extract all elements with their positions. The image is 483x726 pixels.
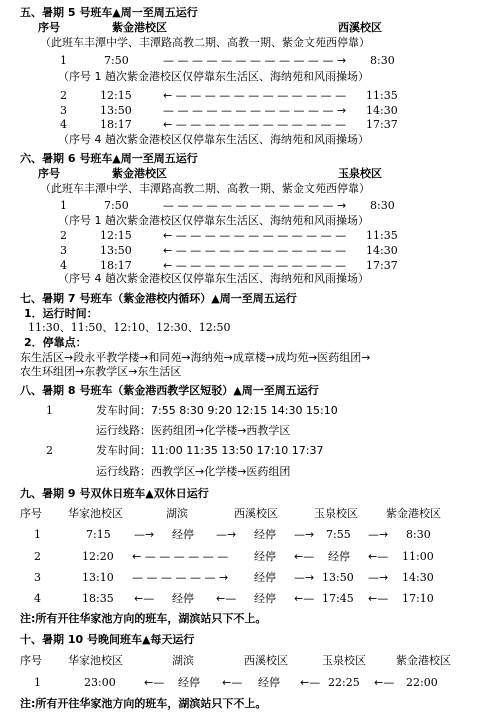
time-huajiachi: 23:00: [84, 676, 116, 689]
depart-time: 18:17: [100, 259, 132, 272]
header-hubin: 湖滨: [166, 507, 188, 520]
header-zijingang: 紫金港校区: [386, 507, 441, 520]
stops-line-1: 东生活区→段永平教学楼→和同苑→海纳苑→成章楼→成均苑→医药组团→: [20, 351, 371, 364]
direction-arrow: ←—: [144, 676, 165, 689]
direction-arrow: ←—: [368, 550, 389, 563]
direction-arrow: — — — — — — — — — — — — →: [163, 199, 347, 212]
stop-xixi: 经停: [258, 676, 280, 689]
header-no: 序号: [38, 21, 60, 34]
arrive-time: 8:30: [370, 54, 395, 67]
stop-xixi: 经停: [254, 592, 276, 605]
row-no: 1: [46, 404, 53, 417]
trip-note: （序号 4 趟次紫金港校区仅停靠东生活区、海纳苑和风雨操场）: [58, 272, 369, 285]
arrive-time: 14:30: [366, 104, 398, 117]
section-9-title: 九、暑期 9 号双休日班车▲双休日运行: [20, 487, 209, 500]
trip-note: （序号 1 趟次紫金港校区仅停靠东生活区、海纳苑和风雨操场）: [58, 70, 369, 83]
time-zijingang: 8:30: [406, 528, 431, 541]
stop-hubin: 经停: [178, 676, 200, 689]
arrive-time: 8:30: [370, 199, 395, 212]
time-huajiachi: 13:10: [82, 571, 114, 584]
direction-arrow: —→: [294, 571, 315, 584]
time-zijingang: 14:30: [402, 571, 434, 584]
direction-arrow: ←—: [294, 592, 315, 605]
stops-line-2: 农生环组团→东教学区→东生活区: [20, 365, 182, 378]
header-no: 序号: [20, 507, 42, 520]
section-6-title: 六、暑期 6 号班车▲周一至周五运行: [20, 152, 198, 165]
header-no: 序号: [38, 167, 60, 180]
arrive-time: 11:35: [366, 229, 398, 242]
header-yuquan: 玉泉校区: [322, 654, 366, 667]
direction-arrow: —→: [134, 528, 155, 541]
header-xixi: 西溪校区: [234, 507, 278, 520]
depart-time: 12:15: [100, 89, 132, 102]
arrive-time: 11:35: [366, 89, 398, 102]
row-no: 1: [34, 676, 41, 689]
run-times: 11:30、11:50、12:10、12:30、12:50: [28, 321, 231, 334]
direction-arrow: — — — — — — →: [132, 571, 229, 584]
direction-arrow: ← — — — — — — — — — — — —: [163, 259, 347, 272]
stop-xixi: 经停: [254, 528, 276, 541]
row-no: 4: [60, 259, 67, 272]
depart-time: 7:50: [104, 54, 129, 67]
trip-note: （序号 4 趟次紫金港校区仅停靠东生活区、海纳苑和风雨操场）: [58, 133, 369, 146]
row-no: 4: [34, 592, 41, 605]
time-yuquan: 17:45: [322, 592, 354, 605]
header-hubin: 湖滨: [172, 654, 194, 667]
departure-times: 发车时间：7:55 8:30 9:20 12:15 14:30 15:10: [96, 404, 338, 417]
time-yuquan: 22:25: [328, 676, 360, 689]
time-yuquan: 7:55: [326, 528, 351, 541]
row-no: 1: [34, 528, 41, 541]
direction-arrow: ←—: [368, 592, 389, 605]
direction-arrow: ← — — — — — — — — — — — —: [163, 118, 347, 131]
row-no: 3: [60, 244, 67, 257]
row-no: 2: [46, 444, 53, 457]
header-to: 玉泉校区: [338, 167, 382, 180]
row-no: 1: [60, 199, 67, 212]
depart-time: 12:15: [100, 229, 132, 242]
arrive-time: 17:37: [366, 118, 398, 131]
direction-arrow: ← — — — — — —: [132, 550, 229, 563]
direction-arrow: ←—: [222, 676, 243, 689]
row-no: 1: [60, 54, 67, 67]
direction-arrow: ←—: [216, 592, 237, 605]
direction-arrow: ← — — — — — — — — — — — —: [163, 89, 347, 102]
stop-note: （此班车丰潭中学、丰潭路高教二期、高教一期、紫金文苑西停靠）: [40, 36, 370, 49]
header-no: 序号: [20, 654, 42, 667]
departure-times: 发车时间：11:00 11:35 13:50 17:10 17:37: [96, 444, 324, 457]
route: 运行线路：西教学区→化学楼→医药组团: [96, 465, 291, 478]
section-5-title: 五、暑期 5 号班车▲周一至周五运行: [20, 6, 198, 19]
row-no: 3: [60, 104, 67, 117]
row-no: 3: [34, 571, 41, 584]
depart-time: 18:17: [100, 118, 132, 131]
direction-arrow: —→: [368, 528, 389, 541]
section-8-title: 八、暑期 8 号班车（紫金港西教学区短驳）▲周一至周五运行: [20, 384, 319, 397]
section-9-note: 注:所有开往华家池方向的班车，湖滨站只下不上。: [20, 612, 267, 625]
depart-time: 7:50: [104, 199, 129, 212]
arrive-time: 17:37: [366, 259, 398, 272]
header-yuquan: 玉泉校区: [314, 507, 358, 520]
direction-arrow: ←—: [300, 676, 321, 689]
time-zijingang: 17:10: [402, 592, 434, 605]
stop-yuquan: 经停: [328, 550, 350, 563]
time-zijingang: 22:00: [406, 676, 438, 689]
stop-hubin: 经停: [172, 528, 194, 541]
direction-arrow: —→: [216, 528, 237, 541]
stop-note: （此班车丰潭中学、丰潭路高教二期、高教一期、紫金文苑西停靠）: [40, 182, 370, 195]
header-xixi: 西溪校区: [244, 654, 288, 667]
time-yuquan: 13:50: [322, 571, 354, 584]
row-no: 2: [60, 89, 67, 102]
stops-label: 2．停靠点：: [24, 336, 87, 349]
route: 运行线路：医药组团→化学楼→西教学区: [96, 424, 291, 437]
time-zijingang: 11:00: [402, 550, 434, 563]
section-7-title: 七、暑期 7 号班车（紫金港校内循环）▲周一至周五运行: [20, 292, 297, 305]
direction-arrow: ←—: [134, 592, 155, 605]
row-no: 2: [34, 550, 41, 563]
direction-arrow: — — — — — — — — — — — — →: [163, 54, 347, 67]
row-no: 4: [60, 118, 67, 131]
run-time-label: 1．运行时间：: [24, 307, 98, 320]
time-huajiachi: 7:15: [86, 528, 111, 541]
trip-note: （序号 1 趟次紫金港校区仅停靠东生活区、海纳苑和风雨操场）: [58, 214, 369, 227]
row-no: 2: [60, 229, 67, 242]
direction-arrow: ← — — — — — — — — — — — —: [163, 244, 347, 257]
time-huajiachi: 18:35: [82, 592, 114, 605]
depart-time: 13:50: [100, 244, 132, 257]
time-huajiachi: 12:20: [82, 550, 114, 563]
direction-arrow: —→: [294, 528, 315, 541]
stop-xixi: 经停: [254, 571, 276, 584]
header-huajiachi: 华家池校区: [68, 507, 123, 520]
depart-time: 13:50: [100, 104, 132, 117]
direction-arrow: ←—: [374, 676, 395, 689]
stop-xixi: 经停: [254, 550, 276, 563]
stop-hubin: 经停: [172, 592, 194, 605]
direction-arrow: — — — — — — — — — — — — →: [163, 104, 347, 117]
direction-arrow: —→: [368, 571, 389, 584]
header-huajiachi: 华家池校区: [68, 654, 123, 667]
header-zijingang: 紫金港校区: [396, 654, 451, 667]
arrive-time: 14:30: [366, 244, 398, 257]
direction-arrow: ←—: [294, 550, 315, 563]
header-from: 紫金港校区: [112, 21, 167, 34]
header-from: 紫金港校区: [112, 167, 167, 180]
header-to: 西溪校区: [338, 21, 382, 34]
section-10-note: 注:所有开往华家池方向的班车，湖滨站只下不上。: [20, 697, 267, 710]
direction-arrow: ← — — — — — — — — — — — —: [163, 229, 347, 242]
section-10-title: 十、暑期 10 号晚间班车▲每天运行: [20, 633, 195, 646]
